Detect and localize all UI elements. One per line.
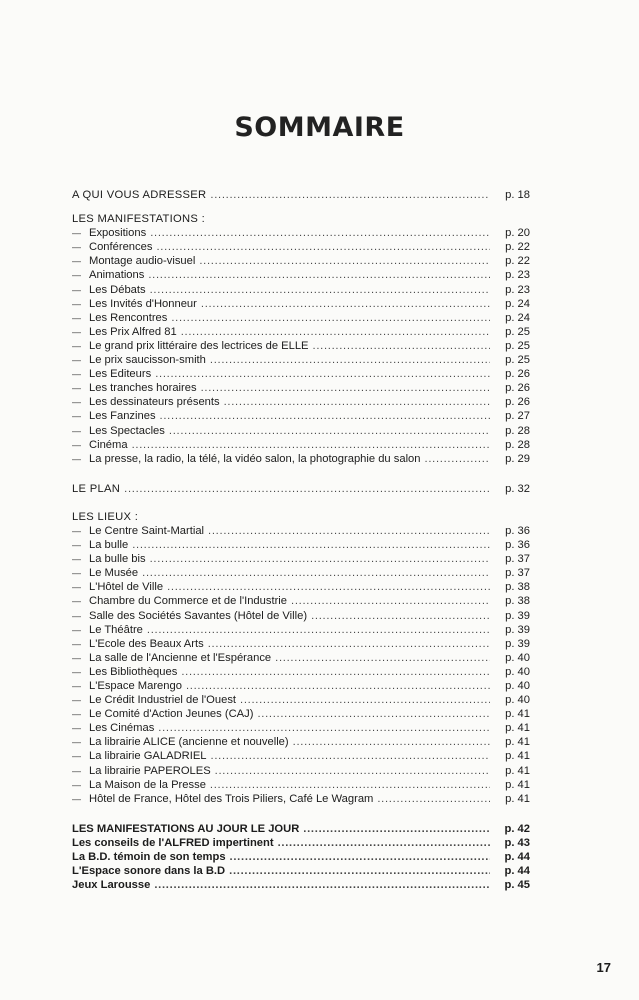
dash-marker: —	[72, 453, 81, 464]
toc-entry-label: Le Théâtre	[89, 623, 143, 636]
dash-marker: —	[72, 666, 81, 677]
toc-entry	[72, 792, 530, 806]
section-heading-label: LES MANIFESTATIONS :	[72, 213, 206, 226]
toc-entry-label: Animations	[89, 269, 145, 282]
toc-entry-label: Les Bibliothèques	[89, 665, 178, 678]
dot-leader	[208, 637, 490, 651]
toc-entry	[72, 822, 530, 836]
toc-entry	[72, 693, 530, 707]
toc-entry-page: p. 24	[505, 311, 530, 324]
dash-marker: —	[72, 779, 81, 790]
toc-entry-page: p. 42	[504, 822, 530, 835]
toc-entry-label: LES MANIFESTATIONS AU JOUR LE JOUR	[72, 822, 300, 835]
section-heading	[72, 510, 530, 524]
toc-entry-page: p. 40	[505, 694, 530, 707]
toc-entry-page: p. 25	[505, 325, 530, 338]
toc-entry-label: La B.D. témoin de son temps	[72, 851, 226, 864]
dot-leader	[303, 822, 490, 836]
toc-entry-page: p. 38	[505, 581, 530, 594]
dot-leader	[132, 538, 490, 552]
toc-entry-page: p. 41	[505, 792, 530, 805]
dash-marker: —	[72, 624, 81, 635]
dot-leader	[291, 594, 490, 608]
dot-leader	[210, 188, 490, 202]
toc-entry-label: Hôtel de France, Hôtel des Trois Piliers, Café Le Wagram	[89, 792, 374, 805]
dash-marker: —	[72, 709, 81, 720]
toc-entry	[72, 665, 530, 679]
toc-entry-label: Les Spectacles	[89, 424, 165, 437]
toc-entry	[72, 339, 530, 353]
toc-entry-page: p. 27	[505, 410, 530, 423]
toc-entry-page: p. 18	[505, 189, 530, 201]
toc-entry-label: Expositions	[89, 227, 147, 240]
dash-marker: —	[72, 270, 81, 281]
toc-entry	[72, 268, 530, 282]
toc-entry-label: Le Musée	[89, 567, 139, 580]
dot-leader	[150, 283, 490, 297]
dot-leader	[201, 381, 490, 395]
toc-entry	[72, 679, 530, 693]
dash-marker: —	[72, 751, 81, 762]
dash-marker: —	[72, 652, 81, 663]
toc-entry-page: p. 26	[505, 382, 530, 395]
toc-entry-page: p. 37	[505, 553, 530, 566]
dash-marker: —	[72, 610, 81, 621]
toc-entry	[72, 566, 530, 580]
toc-entry-page: p. 36	[505, 539, 530, 552]
toc-entry-page: p. 39	[505, 623, 530, 636]
toc-entry	[72, 580, 530, 594]
dash-marker: —	[72, 383, 81, 394]
toc-entry	[72, 438, 530, 452]
toc-entry	[72, 609, 530, 623]
toc-entry	[72, 878, 530, 892]
toc-entry-label: La Maison de la Presse	[89, 778, 206, 791]
dot-leader	[150, 552, 490, 566]
toc-entry-page: p. 41	[505, 778, 530, 791]
toc-entry	[72, 707, 530, 721]
toc-entry	[72, 778, 530, 792]
toc-entry-page: p. 40	[505, 680, 530, 692]
toc-entry-label: Le grand prix littéraire des lectrices de ELLE	[89, 339, 309, 352]
toc-entry-label: A QUI VOUS ADRESSER	[72, 189, 207, 201]
dot-leader	[181, 325, 490, 339]
toc-entry-page: p. 22	[505, 255, 530, 268]
toc-entry-label: Les Invités d'Honneur	[89, 297, 197, 310]
dot-leader	[167, 580, 490, 594]
toc-entry-page: p. 41	[505, 722, 530, 735]
toc-entry	[72, 283, 530, 297]
dot-leader	[142, 566, 490, 580]
dash-marker: —	[72, 568, 81, 579]
toc-entry	[72, 836, 530, 850]
toc-entry-label: Les Cinémas	[89, 722, 155, 735]
dot-leader	[240, 693, 490, 707]
toc-entry-page: p. 22	[505, 241, 530, 254]
dash-marker: —	[72, 596, 81, 607]
toc-entry	[72, 424, 530, 438]
dot-leader	[201, 297, 490, 311]
dot-leader	[215, 764, 490, 778]
toc-entry-page: p. 28	[505, 424, 530, 437]
dash-marker: —	[72, 540, 81, 551]
toc-entry-label: Salle des Sociétés Savantes (Hôtel de Ville)	[89, 609, 308, 622]
toc-entry-label: Les Prix Alfred 81	[89, 325, 177, 338]
toc-entry-label: Le Comité d'Action Jeunes (CAJ)	[89, 708, 254, 721]
toc-entry-page: p. 39	[505, 637, 530, 650]
dot-leader	[210, 778, 490, 792]
dot-leader	[154, 878, 490, 892]
toc-entry	[72, 651, 530, 665]
toc-entry	[72, 297, 530, 311]
toc-entry-label: Montage audio-visuel	[89, 255, 196, 268]
toc-entry-label: L'Ecole des Beaux Arts	[89, 637, 204, 650]
toc-entry-page: p. 44	[504, 851, 530, 864]
toc-entry-label: L'Espace Marengo	[89, 680, 182, 692]
dash-marker: —	[72, 326, 81, 337]
dash-marker: —	[72, 638, 81, 649]
toc-entry	[72, 594, 530, 608]
toc-entry-page: p. 40	[505, 651, 530, 664]
toc-entry	[72, 395, 530, 409]
toc-entry-page: p. 38	[505, 595, 530, 608]
dash-marker: —	[72, 256, 81, 267]
toc-entry-label: La bulle bis	[89, 553, 146, 566]
dash-marker: —	[72, 284, 81, 295]
dot-leader	[208, 524, 490, 538]
toc-entry-page: p. 41	[505, 736, 530, 749]
toc-entry-page: p. 37	[505, 567, 530, 580]
toc-entry-page: p. 45	[504, 879, 530, 892]
dot-leader	[377, 792, 490, 806]
toc-entry-page: p. 23	[505, 269, 530, 282]
dot-leader	[210, 353, 490, 367]
toc-entry	[72, 764, 530, 778]
toc-entry	[72, 452, 530, 466]
dot-leader	[186, 679, 490, 693]
toc-entry-label: Les tranches horaires	[89, 382, 197, 395]
toc-entry-label: Le prix saucisson-smith	[89, 354, 206, 367]
dash-marker: —	[72, 355, 81, 366]
toc-entry	[72, 381, 530, 395]
dash-marker: —	[72, 425, 81, 436]
manifestations-list	[72, 226, 530, 466]
toc-entry-page: p. 28	[505, 438, 530, 451]
toc-entry-page: p. 40	[505, 665, 530, 678]
toc-entry-label: Chambre du Commerce et de l'Industrie	[89, 595, 288, 608]
toc-entry-label: La bulle	[89, 539, 129, 552]
toc-entry	[72, 864, 530, 878]
toc-entry-page: p. 20	[505, 227, 530, 240]
toc-entry-label: Les Débats	[89, 283, 146, 296]
dot-leader	[229, 864, 490, 878]
toc-entry-label: Jeux Larousse	[72, 879, 151, 892]
dot-leader	[148, 268, 490, 282]
dash-marker: —	[72, 369, 81, 380]
dot-leader	[158, 721, 490, 735]
dot-leader	[224, 395, 490, 409]
dash-marker: —	[72, 765, 81, 776]
page-title: SOMMAIRE	[234, 112, 405, 143]
toc-entry-label: La librairie PAPEROLES	[89, 764, 211, 777]
toc-entry-label: La salle de l'Ancienne et l'Espérance	[89, 651, 272, 664]
toc-entry-page: p. 43	[504, 836, 530, 849]
dash-marker: —	[72, 312, 81, 323]
toc-entry-page: p. 29	[505, 452, 530, 465]
toc-entry-page: p. 25	[505, 354, 530, 367]
toc-entry-page: p. 26	[505, 396, 530, 409]
dash-marker: —	[72, 695, 81, 706]
dash-marker: —	[72, 242, 81, 253]
dot-leader	[311, 609, 490, 623]
dot-leader	[160, 409, 490, 423]
toc-entry	[72, 552, 530, 566]
dot-leader	[278, 836, 490, 850]
dot-leader	[169, 424, 490, 438]
toc-entry	[72, 353, 530, 367]
dot-leader	[211, 749, 490, 763]
toc-entry-page: p. 36	[505, 524, 530, 537]
toc-entry-page: p. 44	[504, 865, 530, 878]
toc-entry	[72, 637, 530, 651]
toc-entry-page: p. 41	[505, 708, 530, 721]
toc-entry	[72, 409, 530, 423]
toc-entry-page: p. 39	[505, 609, 530, 622]
dash-marker: —	[72, 411, 81, 422]
toc-entry-label: L'Hôtel de Ville	[89, 581, 164, 594]
lieux-list	[72, 524, 530, 806]
toc-entry-page: p. 41	[505, 764, 530, 777]
dash-marker: —	[72, 340, 81, 351]
dot-leader	[150, 226, 490, 240]
dot-leader	[124, 482, 490, 496]
toc-entry	[72, 735, 530, 749]
dash-marker: —	[72, 793, 81, 804]
toc-entry-page: p. 23	[505, 283, 530, 296]
toc-entry-label: Les dessinateurs présents	[89, 396, 220, 409]
toc-entry-label: La presse, la radio, la télé, la vidéo salon, la photographie du salon	[89, 452, 421, 465]
toc-entry-label: Les Rencontres	[89, 311, 168, 324]
dash-marker: —	[72, 439, 81, 450]
dot-leader	[171, 311, 490, 325]
table-of-contents	[72, 188, 530, 892]
toc-entry	[72, 524, 530, 538]
toc-entry	[72, 188, 530, 202]
section-heading	[72, 212, 530, 226]
toc-entry-label: Conférences	[89, 241, 153, 254]
toc-entry-page: p. 41	[505, 750, 530, 763]
toc-entry-label: Cinéma	[89, 438, 128, 451]
final-list	[72, 822, 530, 892]
toc-entry-page: p. 26	[505, 368, 530, 381]
dot-leader	[275, 651, 490, 665]
toc-entry-label: Les Editeurs	[89, 368, 152, 381]
toc-entry	[72, 721, 530, 735]
toc-entry	[72, 850, 530, 864]
dot-leader	[199, 254, 490, 268]
toc-entry-label: Les conseils de l'ALFRED impertinent	[72, 836, 274, 849]
toc-entry	[72, 311, 530, 325]
toc-entry	[72, 254, 530, 268]
toc-entry-label: La librairie ALICE (ancienne et nouvelle)	[89, 736, 289, 749]
toc-entry-label: La librairie GALADRIEL	[89, 750, 207, 763]
toc-entry	[72, 367, 530, 381]
dash-marker: —	[72, 397, 81, 408]
toc-entry-page: p. 25	[505, 339, 530, 352]
toc-entry-label: Les Fanzines	[89, 410, 156, 423]
toc-entry	[72, 226, 530, 240]
dash-marker: —	[72, 681, 81, 691]
toc-entry	[72, 325, 530, 339]
dash-marker: —	[72, 228, 81, 239]
dot-leader	[230, 850, 490, 864]
toc-entry	[72, 538, 530, 552]
dot-leader	[181, 665, 490, 679]
dot-leader	[257, 707, 490, 721]
dash-marker: —	[72, 554, 81, 565]
dot-leader	[156, 240, 490, 254]
dot-leader	[313, 339, 490, 353]
toc-entry-label: Le Centre Saint-Martial	[89, 524, 205, 537]
dash-marker: —	[72, 723, 81, 734]
dot-leader	[293, 735, 490, 749]
toc-entry-page: p. 32	[505, 482, 530, 495]
toc-entry	[72, 749, 530, 763]
dash-marker: —	[72, 298, 81, 309]
toc-entry-label: LE PLAN	[72, 482, 121, 495]
toc-entry	[72, 240, 530, 254]
toc-entry-page: p. 24	[505, 297, 530, 310]
toc-entry-label: L'Espace sonore dans la B.D	[72, 865, 226, 878]
dash-marker: —	[72, 737, 81, 748]
dot-leader	[155, 367, 490, 381]
page-number: 17	[596, 960, 611, 975]
toc-entry-label: Le Crédit Industriel de l'Ouest	[89, 694, 237, 707]
section-heading-label: LES LIEUX :	[72, 510, 139, 523]
toc-entry	[72, 482, 530, 496]
toc-entry	[72, 623, 530, 637]
dot-leader	[132, 438, 490, 452]
dot-leader	[425, 452, 491, 466]
dash-marker: —	[72, 582, 81, 593]
dot-leader	[147, 623, 490, 637]
dash-marker: —	[72, 525, 81, 536]
